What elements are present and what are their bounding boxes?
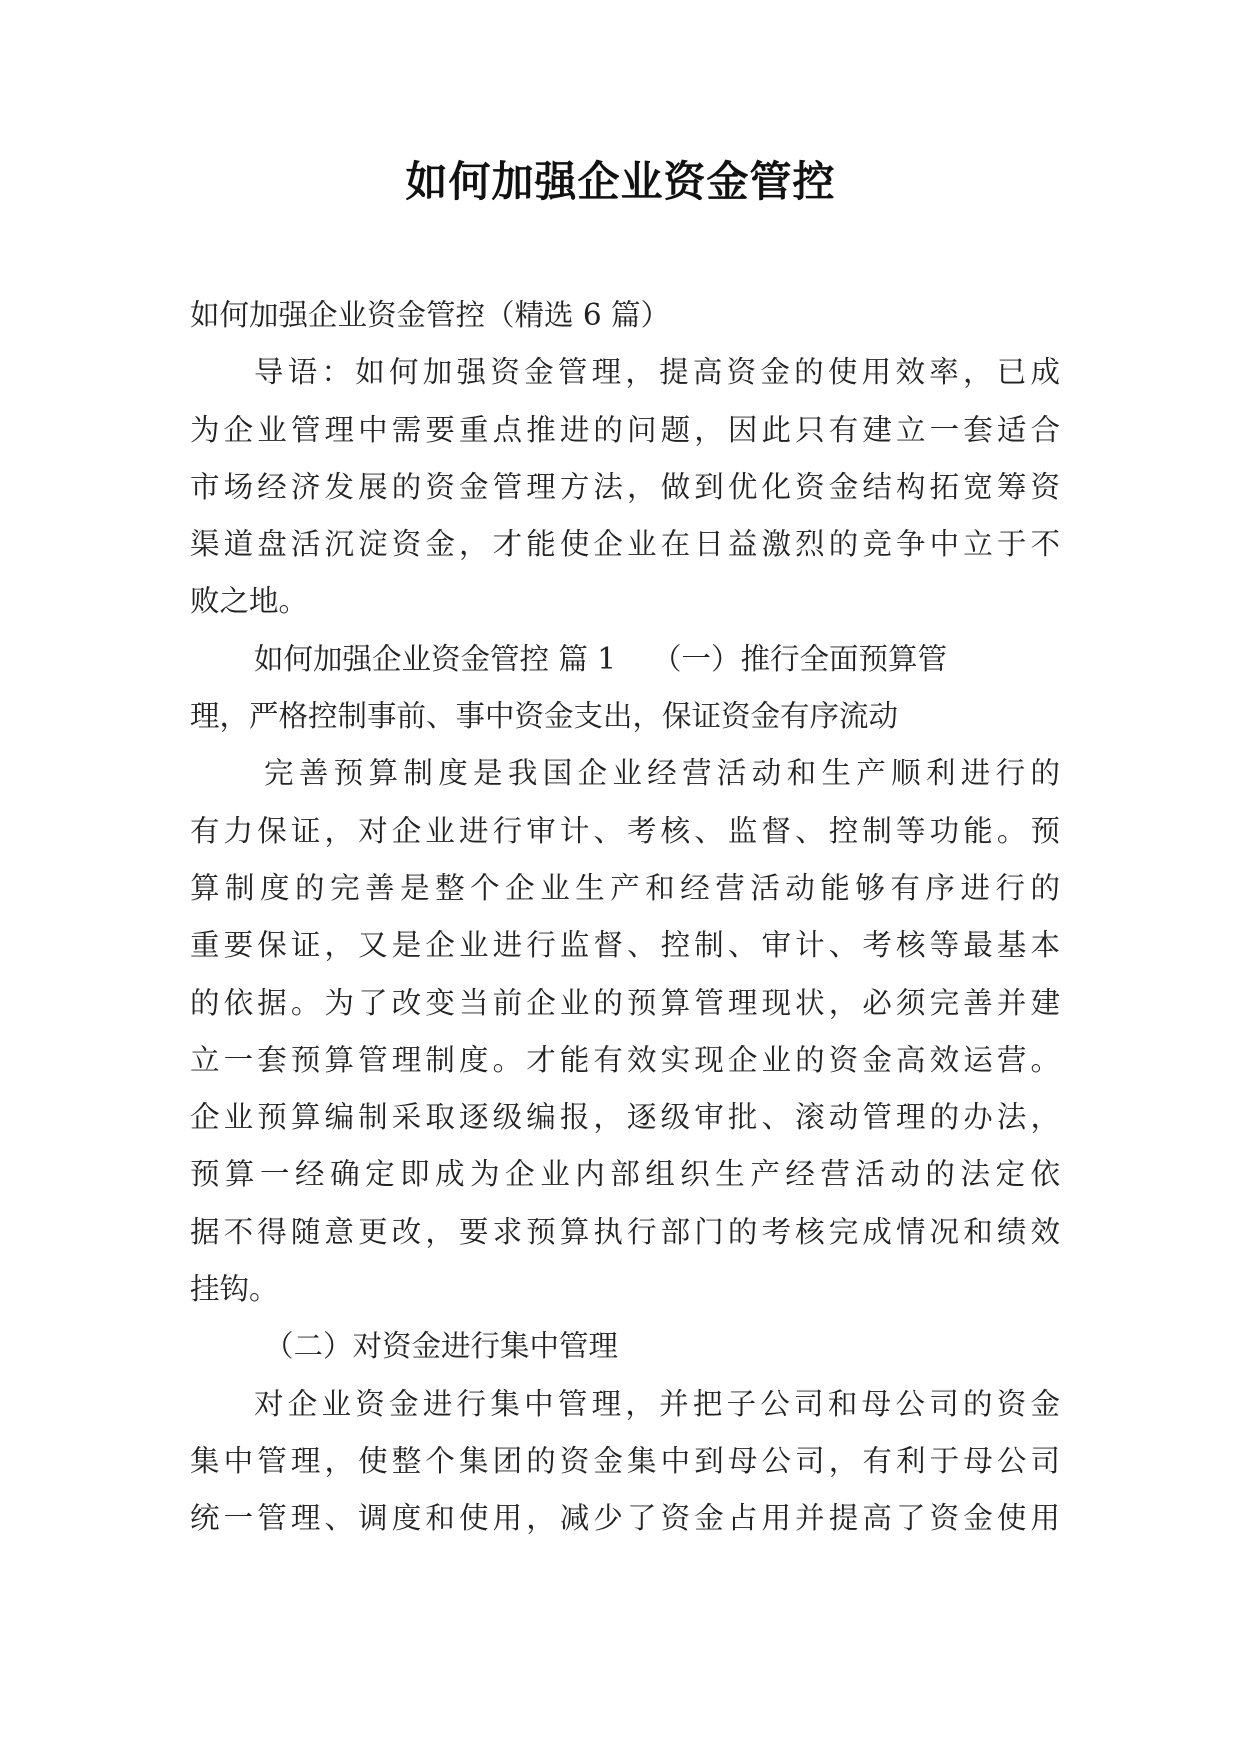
intro-line: 渠道盘活沉淀资金，才能使企业在日益激烈的竞争中立于不 (190, 527, 1060, 562)
paragraph-line: 重要保证，又是企业进行监督、控制、审计、考核等最基本 (190, 928, 1060, 963)
paragraph-1 (190, 745, 1060, 1318)
intro-line: 败之地。 (190, 584, 309, 619)
paragraph-line: 对企业资金进行集中管理，并把子公司和母公司的资金 (254, 1386, 1060, 1421)
paragraph-line: 的依据。为了改变当前企业的预算管理现状，必须完善并建 (190, 985, 1060, 1020)
paragraph-line: 立一套预算管理制度。才能有效实现企业的资金高效运营。 (190, 1042, 1060, 1077)
document-subtitle: 如何加强企业资金管控（精选 6 篇） (190, 298, 671, 332)
section-1-heading (190, 631, 1060, 746)
paragraph-line: 统一管理、调度和使用，减少了资金占用并提高了资金使用 (190, 1501, 1060, 1536)
section-1-heading-line: 理，严格控制事前、事中资金支出，保证资金有序流动 (190, 699, 899, 734)
paragraph-line: 完善预算制度是我国企业经营活动和生产顺利进行的 (264, 756, 1060, 791)
paragraph-line: 挂钩。 (190, 1272, 279, 1307)
paragraph-line: 有力保证，对企业进行审计、考核、监督、控制等功能。预 (190, 813, 1060, 848)
intro-line: 市场经济发展的资金管理方法，做到优化资金结构拓宽筹资 (190, 469, 1060, 504)
intro-paragraph (190, 344, 1060, 630)
intro-line: 为企业管理中需要重点推进的问题，因此只有建立一套适合 (190, 412, 1060, 447)
section-1-subheading: （一）推行全面预算管 (652, 641, 948, 676)
paragraph-line: 算制度的完善是整个企业生产和经营活动能够有序进行的 (190, 870, 1060, 905)
paragraph-line: 据不得随意更改，要求预算执行部门的考核完成情况和绩效 (190, 1214, 1060, 1249)
paragraph-line: 预算一经确定即成为企业内部组织生产经营活动的法定依 (190, 1157, 1060, 1192)
intro-line: 导语：如何加强资金管理，提高资金的使用效率，已成 (254, 355, 1060, 390)
document-body (190, 287, 1060, 1548)
paragraph-line: 集中管理，使整个集团的资金集中到母公司，有利于母公司 (190, 1443, 1060, 1478)
section-1-label: 如何加强企业资金管控 篇 1 (254, 641, 617, 676)
section-1-heading-line (190, 631, 1060, 688)
section-2-heading: （二）对资金进行集中管理 (264, 1329, 619, 1364)
paragraph-line: 企业预算编制采取逐级编报，逐级审批、滚动管理的办法， (190, 1100, 1060, 1135)
paragraph-2 (190, 1376, 1060, 1548)
document-title: 如何加强企业资金管控 (405, 157, 836, 206)
